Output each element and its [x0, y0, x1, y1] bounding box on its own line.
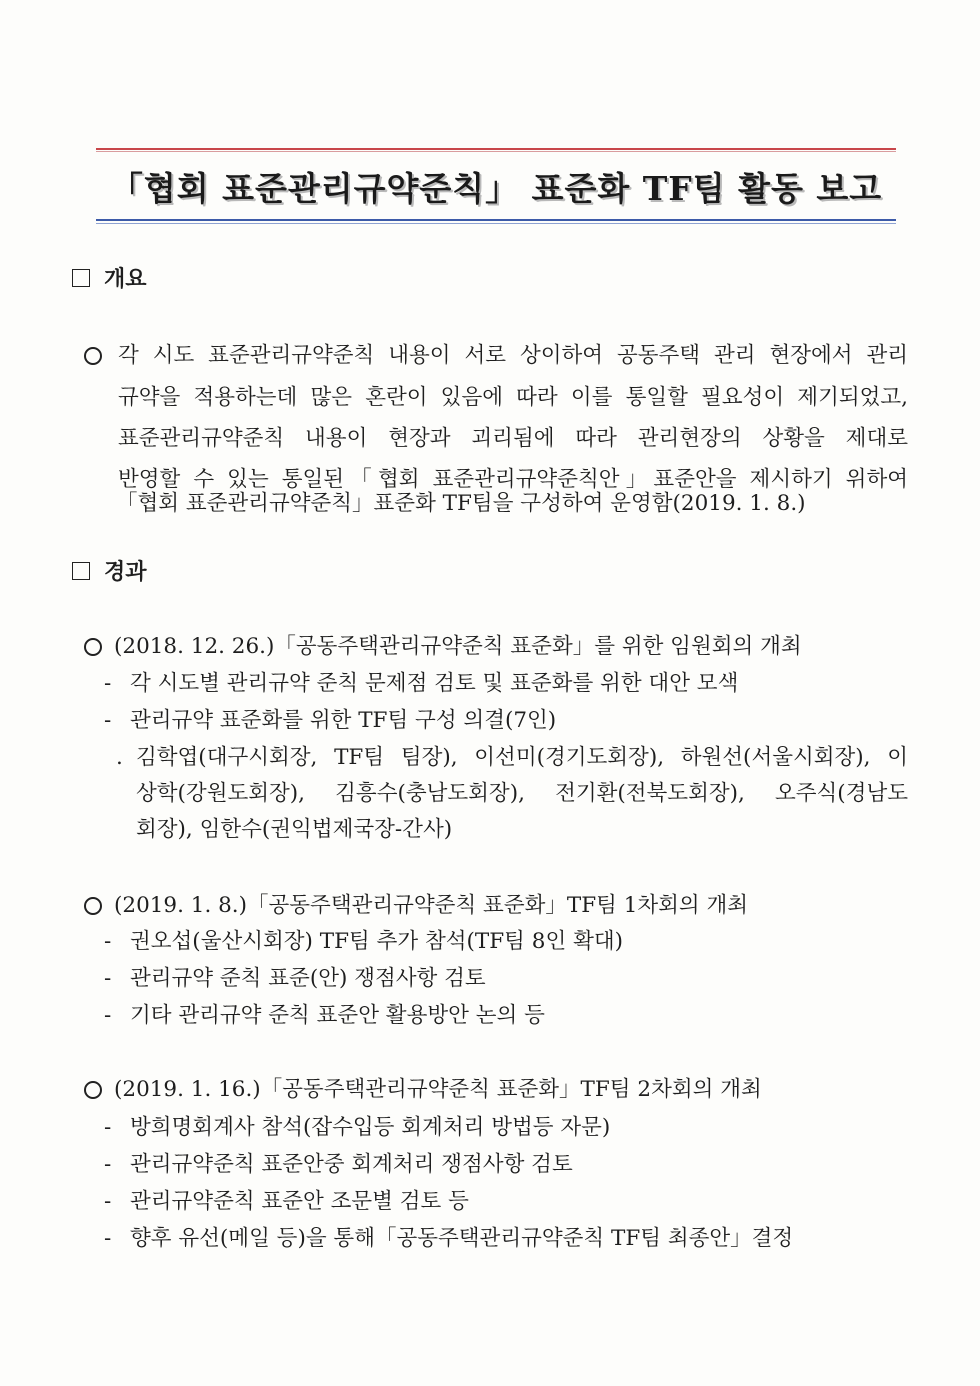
title-rule-bottom [96, 219, 896, 221]
title-rule-top-thin [96, 151, 896, 152]
title-rule-bottom-thin [96, 223, 896, 224]
overview-line: 규약을 적용하는데 많은 혼란이 있음에 따라 이를 통일할 필요성이 제기되었고, [118, 385, 908, 410]
event-item: 기타 관리규약 준칙 표준안 활용방안 논의 등 [130, 1003, 545, 1028]
circle-bullet-icon [84, 347, 102, 365]
members-line: 김학엽(대구시회장, TF팀 팀장), 이선미(경기도회장), 하원선(서울시회장), 이 [136, 745, 908, 770]
overview-line: 「협회 표준관리규약준칙」표준화 TF팀을 구성하여 운영함(2019. 1. 8.) [116, 491, 806, 516]
document-title: 「협회 표준관리규약준칙」 표준화 TF팀 활동 보고 [109, 169, 883, 208]
dash-marker: - [104, 1003, 112, 1028]
event-title: (2019. 1. 8.)「공동주택관리규약준칙 표준화」TF팀 1차회의 개최 [114, 893, 749, 918]
members-line: 회장), 임한수(권익법제국장-간사) [136, 817, 453, 842]
checkbox-square-icon [72, 562, 90, 580]
dash-marker: - [104, 1226, 112, 1251]
dash-marker: - [104, 1152, 112, 1177]
event-item: 권오섭(울산시회장) TF팀 추가 참석(TF팀 8인 확대) [130, 929, 623, 954]
overview-line: 반영할 수 있는 통일된「협회 표준관리규약준칙안」표준안을 제시하기 위하여 [118, 467, 908, 492]
section-heading-progress: 경과 [72, 556, 147, 590]
event-item: 관리규약 준칙 표준(안) 쟁점사항 검토 [130, 966, 486, 991]
overview-line: 각 시도 표준관리규약준칙 내용이 서로 상이하여 공동주택 관리 현장에서 관리 [118, 343, 908, 368]
dash-marker: - [104, 1189, 112, 1214]
dash-marker: - [104, 708, 112, 733]
event-item: 관리규약준칙 표준안 조문별 검토 등 [130, 1189, 469, 1214]
dash-marker: - [104, 1115, 112, 1140]
dash-marker: - [104, 966, 112, 991]
event-title: (2018. 12. 26.)「공동주택관리규약준칙 표준화」를 위한 임원회의 개최 [114, 634, 802, 659]
members-line: 상학(강원도회장), 김흥수(충남도회장), 전기환(전북도회장), 오주식(경남도 [136, 781, 908, 806]
event-item: 방희명회계사 참석(잡수입등 회계처리 방법등 자문) [130, 1115, 611, 1140]
circle-bullet-icon [84, 638, 102, 656]
event-item: 관리규약준칙 표준안중 회계처리 쟁점사항 검토 [130, 1152, 573, 1177]
dash-marker: - [104, 929, 112, 954]
section-heading-overview: 개요 [72, 263, 147, 297]
event-title: (2019. 1. 16.)「공동주택관리규약준칙 표준화」TF팀 2차회의 개최 [114, 1077, 762, 1102]
members-marker: . [116, 745, 123, 770]
event-item: 향후 유선(메일 등)을 통해「공동주택관리규약준칙 TF팀 최종안」결정 [130, 1226, 794, 1251]
circle-bullet-icon [84, 897, 102, 915]
dash-marker: - [104, 671, 112, 696]
event-item: 관리규약 표준화를 위한 TF팀 구성 의결(7인) [130, 708, 557, 733]
title-rule-top [96, 148, 896, 150]
overview-line: 표준관리규약준칙 내용이 현장과 괴리됨에 따라 관리현장의 상황을 제대로 [118, 426, 908, 451]
checkbox-square-icon [72, 269, 90, 287]
event-item: 각 시도별 관리규약 준칙 문제점 검토 및 표준화를 위한 대안 모색 [130, 671, 739, 696]
circle-bullet-icon [84, 1081, 102, 1099]
